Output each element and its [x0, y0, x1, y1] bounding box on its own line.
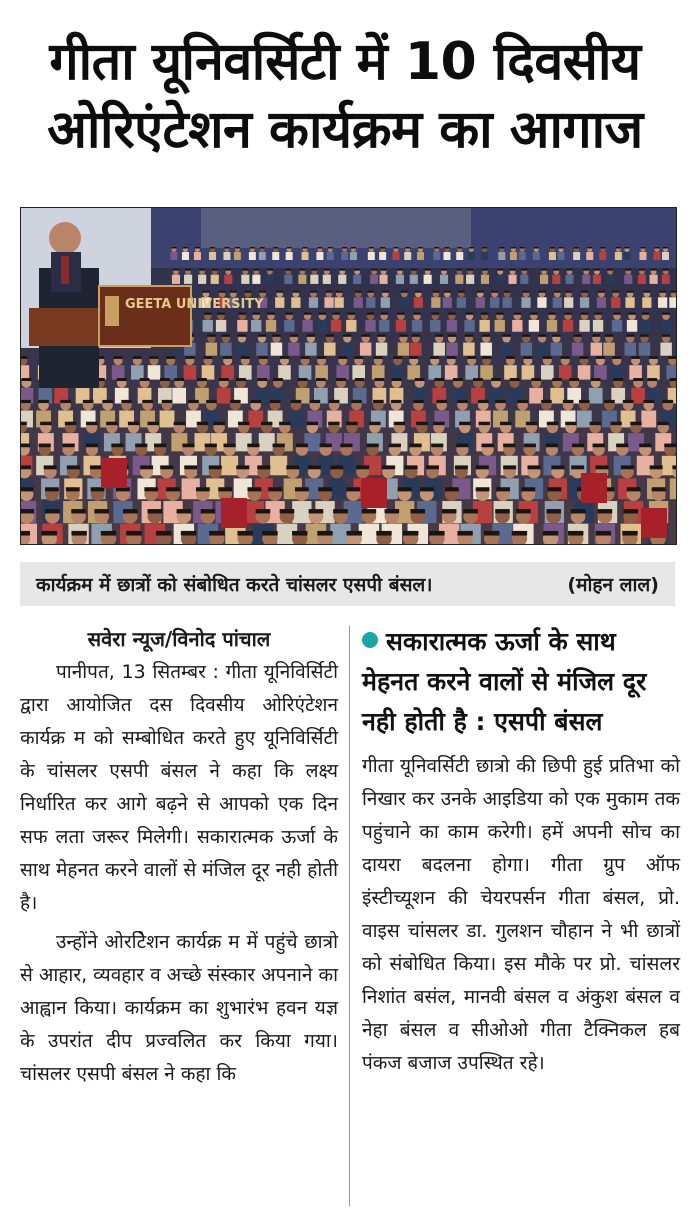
right-article-column: [362, 622, 680, 1080]
headline-line-2: ओरिएंटेशन कार्यक्रम का आगाज: [47, 100, 643, 160]
page-top-edge: [0, 0, 690, 6]
podium-logo-text: GEETA UNIVERSITY: [125, 297, 264, 312]
caption-text: कार्यक्रम में छात्रों को संबोधित करते चांसलर एसपी बंसल।: [36, 574, 433, 596]
subheading: [362, 622, 680, 742]
news-photo: [20, 207, 677, 545]
column-divider: [349, 626, 350, 1206]
caption-credit: (मोहन लाल): [567, 574, 659, 596]
left-article-column: [20, 622, 338, 1091]
byline: सवेरा न्यूज/विनोद पांचाल: [87, 627, 271, 651]
article-paragraph-1: पानीपत, 13 सितम्बर : गीता यूनिविर्सिटी द्वारा आयोजित दस दिवसीय ओरिएंटेशन कार्यक्र म को सम्बोधित करते हुए यूनिविर्सिटी के चांसलर एसपी बंसल ने कहा कि लक्ष्य निर्धारित कर आगे बढ़ने से आपको एक दिन सफ लता जरूर मिलेगी। सकारात्मक ऊर्जा के साथ मेहनत करने वालों से मंजिल दूर नही होती है।: [20, 661, 338, 914]
article-paragraph-3: गीता यूनिवर्सिटी छात्रो की छिपी हुई प्रतिभा को निखार कर उनके आइडिया को एक मुकाम तक पहुंचाने का काम करेगी। हमें अपनी सोच का दायरा बदलना होगा। गीता ग्रुप ऑफ इंस्टीच्यूशन की चेयरपर्सन गीता बंसल, प्रो. वाइस चांसलर डा. गुलशन चौहान ने भी छात्रों को संबोधित किया। इस मौके पर प्रो. चांसलर निशांत बसंल, मानवी बंसल व अंकुश बंसल व नेहा बंसल व सीओओ गीता टैक्निकल हब पंकज बजाज उपस्थित रहे।: [362, 755, 680, 1074]
article-paragraph-2: उन्होंने ओरटिेशन कार्यक्र म में पहुंचे छात्रो से आहार, व्यवहार व अच्छे संस्कार अपनाने का आह्वान किया। कार्यक्रम का शुभारंभ हवन यज्ञ के उपरांत दीप प्रज्वलित कर किया गया।चांसलर एसपी बंसल ने कहा कि: [20, 931, 338, 1085]
audience-photo-illustration: [21, 208, 676, 544]
headline: [10, 28, 680, 164]
headline-line-1: गीता यूनिवर्सिटी में 10 दिवसीय: [49, 32, 641, 92]
bullet-dot-icon: [362, 632, 378, 648]
subheading-text: सकारात्मक ऊर्जा के साथ मेहनत करने वालों से मंजिल दूर नही होती है : एसपी बंसल: [362, 627, 647, 736]
photo-caption: [20, 562, 675, 606]
